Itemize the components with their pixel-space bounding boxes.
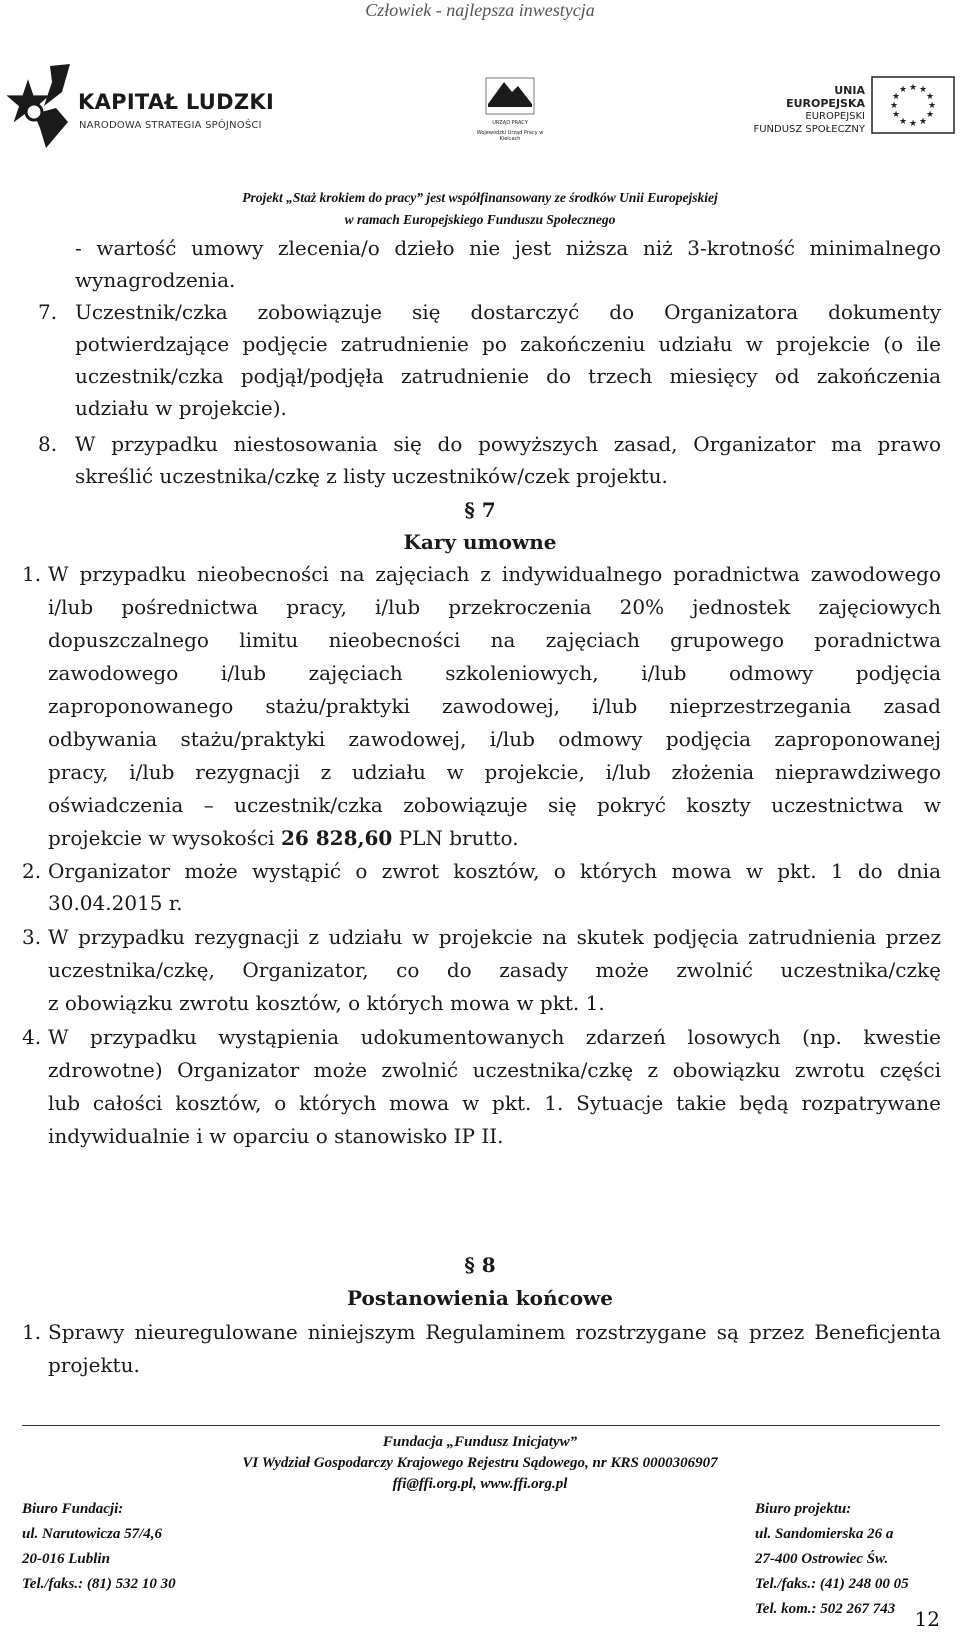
- text-line: uczestnik/czka podjął/podjęła zatrudnienie do trzech miesięcy od zakończenia: [75, 364, 941, 388]
- mountain-icon: [474, 74, 546, 118]
- svg-text:★: ★: [908, 83, 918, 93]
- text-line: wynagrodzenia.: [75, 268, 236, 292]
- text-line: z obowiązku zwrotu kosztów, o których mowa w pkt. 1.: [48, 991, 605, 1015]
- kapital-ludzki-logo: [4, 62, 304, 152]
- text-line: dopuszczalnego limitu nieobecności na zajęciach grupowego poradnictwa: [48, 628, 941, 652]
- amount-value: 26 828,60: [280, 826, 393, 850]
- ue-text: [752, 84, 865, 136]
- svg-text:★: ★: [898, 85, 908, 95]
- section-7-heading: § 7: [464, 498, 496, 522]
- footer-right-line: ul. Sandomierska 26 a: [755, 1526, 894, 1542]
- svg-text:★: ★: [898, 117, 908, 127]
- text-line: W przypadku nieobecności na zajęciach z indywidualnego poradnictwa zawodowego: [48, 562, 941, 586]
- footer-divider: [22, 1425, 940, 1426]
- ue-line3: FUNDUSZ SPOŁECZNY: [753, 124, 865, 135]
- urzad-pracy-logo: [474, 74, 546, 144]
- footer-biuro-projektu: [755, 1497, 909, 1622]
- list-number: 8.: [38, 432, 58, 456]
- text-line: skreślić uczestnika/czkę z listy uczestników/czek projektu.: [75, 464, 668, 488]
- list-number: 2.: [22, 859, 42, 883]
- footer-left-line: Biuro Fundacji:: [22, 1501, 124, 1517]
- text-line: W przypadku rezygnacji z udziału w projekcie na skutek podjęcia zatrudnienia przez: [48, 925, 941, 949]
- kapital-ludzki-star-icon: [4, 62, 74, 150]
- text-line: Uczestnik/czka zobowiązuje się dostarczyć do Organizatora dokumenty: [75, 300, 941, 324]
- footer-contact: ffi@ffi.org.pl, www.ffi.org.pl: [392, 1476, 568, 1492]
- text-line: projektu.: [48, 1353, 140, 1377]
- project-line-2: w ramach Europejskiego Funduszu Społecznego: [344, 212, 616, 227]
- page-number: 12: [914, 1607, 940, 1631]
- text-line: oświadczenia – uczestnik/czka zobowiązuje się pokryć koszty uczestnictwa w: [48, 793, 941, 817]
- text-line: Organizator może wystąpić o zwrot kosztów, o których mowa w pkt. 1 do dnia: [48, 859, 941, 883]
- urzad-pracy-label-top: URZĄD PRACY: [492, 120, 528, 126]
- text-line: udziału w projekcie).: [75, 396, 287, 420]
- svg-text:★: ★: [891, 110, 901, 120]
- text-line: W przypadku wystąpienia udokumentowanych zdarzeń losowych (np. kwestie: [48, 1025, 941, 1049]
- ue-line1: UNIA EUROPEJSKA: [786, 84, 865, 110]
- text-line: Sprawy nieuregulowane niniejszym Regulaminem rozstrzygane są przez Beneficjenta: [48, 1320, 941, 1344]
- list-number: 7.: [38, 300, 58, 324]
- text-line: - wartość umowy zlecenia/o dzieło nie jest niższa niż 3-krotność minimalnego: [75, 236, 941, 260]
- text-line: zaproponowanego stażu/praktyki zawodowej, i/lub nieprzestrzegania zasad: [48, 694, 941, 718]
- footer-left-line: 20-016 Lublin: [22, 1551, 110, 1567]
- amount-suffix: PLN brutto.: [392, 826, 519, 850]
- list-number: 3.: [22, 925, 42, 949]
- urzad-pracy-label: [474, 120, 546, 142]
- text-line: W przypadku niestosowania się do powyższych zasad, Organizator ma prawo: [75, 432, 941, 456]
- svg-text:★: ★: [925, 110, 935, 120]
- text-line: potwierdzające podjęcie zatrudnienie po zakończeniu udziału w projekcie (o ile: [75, 332, 941, 356]
- text-line-amount: [48, 826, 519, 850]
- text-line: zdrowotne) Organizator może zwolnić uczestnika/czkę z obowiązku zwrotu części: [48, 1058, 941, 1082]
- svg-text:★: ★: [889, 101, 899, 111]
- footer-right-line: Biuro projektu:: [755, 1501, 852, 1517]
- ue-line2: EUROPEJSKI: [805, 111, 865, 122]
- svg-text:★: ★: [918, 85, 928, 95]
- text-line: uczestnika/czkę, Organizator, co do zasady może zwolnić uczestnika/czkę: [48, 958, 941, 982]
- svg-text:★: ★: [908, 119, 918, 129]
- list-number: 1.: [22, 562, 42, 586]
- list-number: 1.: [22, 1320, 42, 1344]
- svg-text:★: ★: [891, 92, 901, 102]
- text-line: zawodowego i/lub zajęciach szkoleniowych, i/lub odmowy podjęcia: [48, 661, 941, 685]
- svg-text:★: ★: [918, 117, 928, 127]
- footer-org-name: Fundacja „Fundusz Inicjatyw”: [382, 1434, 578, 1450]
- footer-biuro-fundacji: [22, 1497, 176, 1597]
- section-8-heading: § 8: [464, 1253, 496, 1277]
- ue-logo: [752, 76, 957, 138]
- footer-left-line: ul. Narutowicza 57/4,6: [22, 1526, 163, 1542]
- urzad-pracy-label-bottom: Wojewódzki Urząd Pracy w Kielcach: [476, 130, 544, 142]
- footer-right-line: Tel. kom.: 502 267 743: [755, 1601, 896, 1617]
- text-line: lub całości kosztów, o których mowa w pkt. 1. Sytuacje takie będą rozpatrywane: [48, 1091, 941, 1115]
- text-line: 30.04.2015 r.: [48, 891, 183, 915]
- svg-text:★: ★: [927, 101, 937, 111]
- section-8-title: Postanowienia końcowe: [347, 1286, 613, 1310]
- eu-flag-icon: [871, 76, 955, 134]
- text-line: indywidualnie i w oparciu o stanowisko IP II.: [48, 1124, 504, 1148]
- footer-right-line: Tel./faks.: (41) 248 00 05: [755, 1576, 909, 1592]
- running-head: Człowiek - najlepsza inwestycja: [365, 0, 595, 20]
- footer-left-line: Tel./faks.: (81) 532 10 30: [22, 1576, 176, 1592]
- svg-text:★: ★: [925, 92, 935, 102]
- text-line: i/lub pośrednictwa pracy, i/lub przekroczenia 20% jednostek zajęciowych: [48, 595, 941, 619]
- text-line: odbywania stażu/praktyki zawodowej, i/lub odmowy podjęcia zaproponowanej: [48, 727, 941, 751]
- footer-krs: VI Wydział Gospodarczy Krajowego Rejestru Sądowego, nr KRS 0000306907: [242, 1455, 718, 1471]
- kapital-ludzki-title: KAPITAŁ LUDZKI: [78, 90, 275, 114]
- kapital-ludzki-subtitle: NARODOWA STRATEGIA SPÓJNOŚCI: [79, 120, 262, 131]
- list-number: 4.: [22, 1025, 42, 1049]
- text-line: pracy, i/lub rezygnacji z udziału w projekcie, i/lub złożenia nieprawdziwego: [48, 760, 941, 784]
- amount-prefix: projekcie w wysokości: [48, 826, 281, 850]
- footer-right-line: 27-400 Ostrowiec Św.: [755, 1551, 889, 1567]
- section-7-title: Kary umowne: [403, 530, 557, 554]
- project-line-1: Projekt „Staż krokiem do pracy” jest współfinansowany ze środków Unii Europejskiej: [242, 190, 718, 205]
